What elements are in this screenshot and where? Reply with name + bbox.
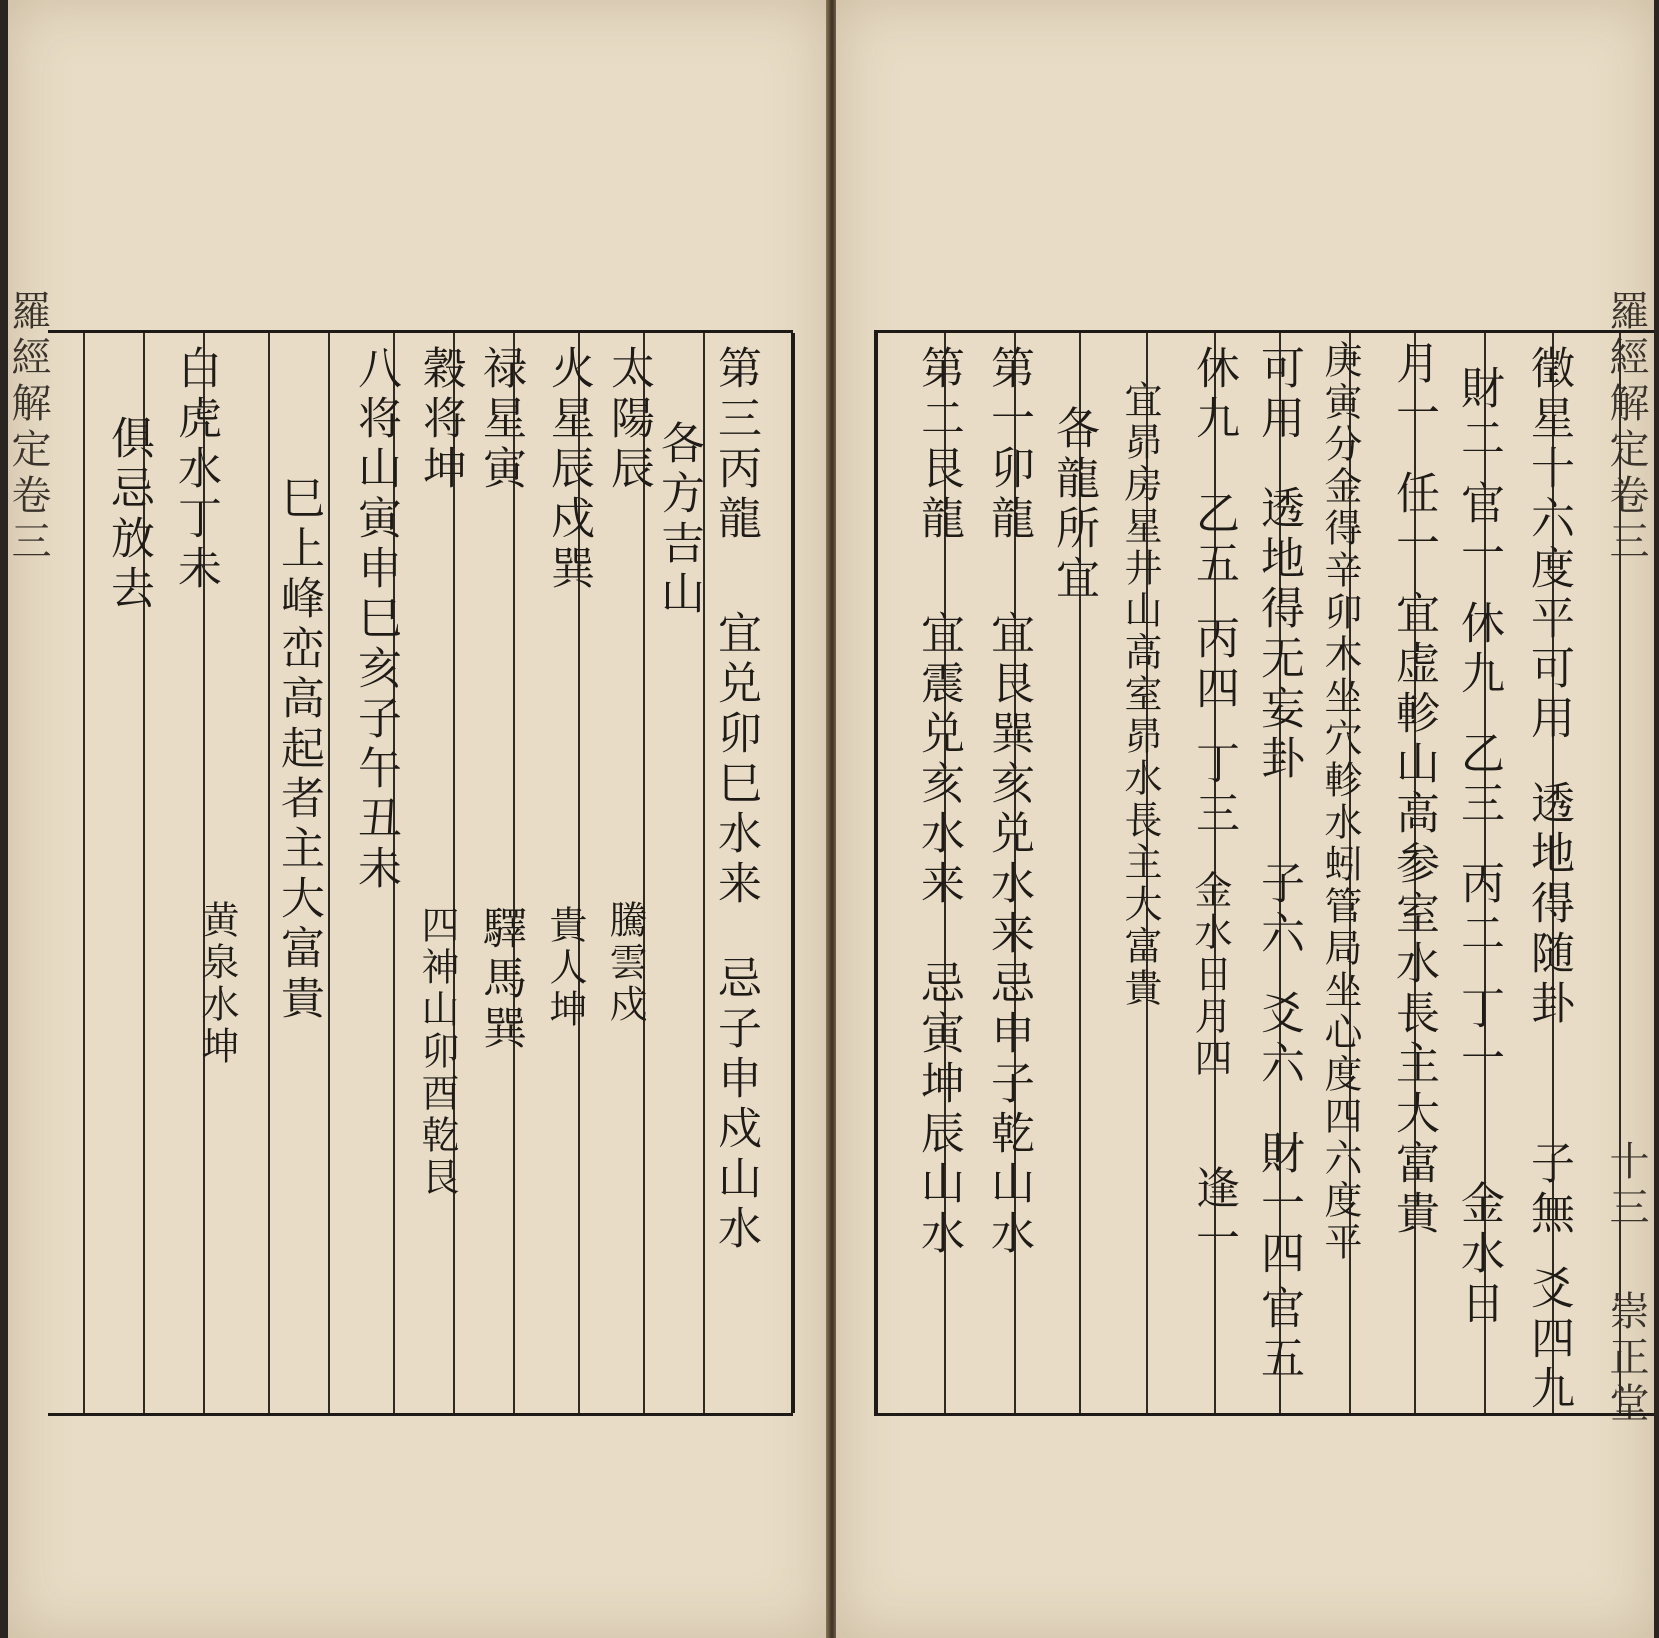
right-line-4: 爻四九 [1523, 1265, 1574, 1415]
right-line-25: 丁三 [1188, 740, 1239, 840]
left-line-10: 驛馬巽 [475, 905, 526, 1055]
right-line-26: 金水日月四 [1188, 870, 1232, 1080]
right-line-6: 官一 [1453, 480, 1504, 580]
left-rule-8 [268, 333, 270, 1413]
left-margin-title: 羅經解定卷三 [5, 290, 51, 566]
right-line-24: 丙四 [1188, 615, 1239, 715]
right-line-5: 財二 [1453, 365, 1504, 465]
left-line-2: 宜兑卯巳水来 [710, 610, 761, 910]
right-line-29: 各龍所宜 [1048, 405, 1099, 605]
left-page [5, 0, 828, 1638]
right-line-2: 透地得随卦 [1523, 780, 1574, 1030]
right-line-9: 丙二 [1453, 860, 1504, 960]
left-line-11: 穀将坤 [415, 345, 466, 495]
right-line-11: 金水日 [1453, 1180, 1504, 1330]
right-line-33: 第二艮龍 [913, 345, 964, 545]
right-margin-hall-name: 崇正堂 [1603, 1290, 1649, 1428]
left-line-14: 巳上峰峦高起者主大富貴 [273, 475, 324, 1025]
right-line-27: 逢一 [1188, 1165, 1239, 1265]
left-rule-2 [643, 333, 645, 1413]
right-line-21: 官五 [1253, 1285, 1304, 1385]
left-line-4: 太陽辰 [603, 345, 654, 495]
left-line-12: 四神山卯酉乾艮 [415, 905, 459, 1199]
left-rule-5 [453, 333, 455, 1413]
right-line-23: 乙五 [1188, 490, 1239, 590]
left-rule-7 [328, 333, 330, 1413]
right-line-8: 乙三 [1453, 730, 1504, 830]
right-line-3: 子無 [1523, 1140, 1574, 1240]
right-page [836, 0, 1654, 1638]
left-line-5: 各方吉山 [653, 420, 704, 620]
right-margin-title: 羅經解定卷三 [1603, 290, 1649, 566]
right-rule-11 [1619, 333, 1621, 1413]
right-line-22: 休九 [1188, 345, 1239, 445]
right-line-7: 休九 [1453, 600, 1504, 700]
right-line-31: 宜艮巽亥兑水来 [983, 610, 1034, 960]
right-line-12: 月一 [1388, 340, 1439, 440]
left-line-13: 八将山寅申巳亥子午丑未 [350, 345, 401, 895]
left-line-8: 貴人坤 [543, 905, 587, 1031]
left-line-15: 白虎水丁未 [170, 345, 221, 595]
right-border-left [874, 333, 878, 1413]
right-line-14: 宜虚軫山高参室水長主大富貴 [1388, 590, 1439, 1240]
right-line-16: 可用 [1253, 345, 1304, 445]
left-line-16: 黄泉水坤 [195, 900, 239, 1068]
right-line-19: 爻六 [1253, 990, 1304, 1090]
right-line-17: 透地得无妄卦 [1253, 485, 1304, 785]
left-line-6: 騰雲戍 [603, 900, 647, 1026]
right-line-20: 財一四 [1253, 1130, 1304, 1280]
right-line-35: 忌寅坤辰山水 [913, 960, 964, 1260]
left-line-1: 第三丙龍 [710, 345, 761, 545]
right-line-10: 丁一 [1453, 985, 1504, 1085]
left-line-3: 忌子申戍山水 [710, 955, 761, 1255]
right-line-30: 第一卯龍 [983, 345, 1034, 545]
left-border-right [791, 333, 795, 1413]
right-line-13: 任一 [1388, 470, 1439, 570]
left-rule-11 [83, 333, 85, 1413]
right-line-28: 宜昴房星井山高室昴水長主大富貴 [1118, 380, 1162, 1010]
right-line-15: 庚寅分金得辛卯木坐穴軫水蚓管局坐心度四六度平 [1318, 340, 1362, 1264]
left-line-17: 俱忌放去 [103, 415, 154, 615]
right-line-18: 子六 [1253, 860, 1304, 960]
left-line-7: 火星辰戍巽 [543, 345, 594, 595]
right-line-1: 徵星十六度平可用 [1523, 345, 1574, 745]
right-margin-page-number: 十三 [1603, 1140, 1649, 1232]
right-line-34: 宜震兑亥水来 [913, 610, 964, 910]
right-line-32: 忌申子乾山水 [983, 960, 1034, 1260]
left-rule-4 [513, 333, 515, 1413]
left-line-9: 禄星寅 [475, 345, 526, 495]
